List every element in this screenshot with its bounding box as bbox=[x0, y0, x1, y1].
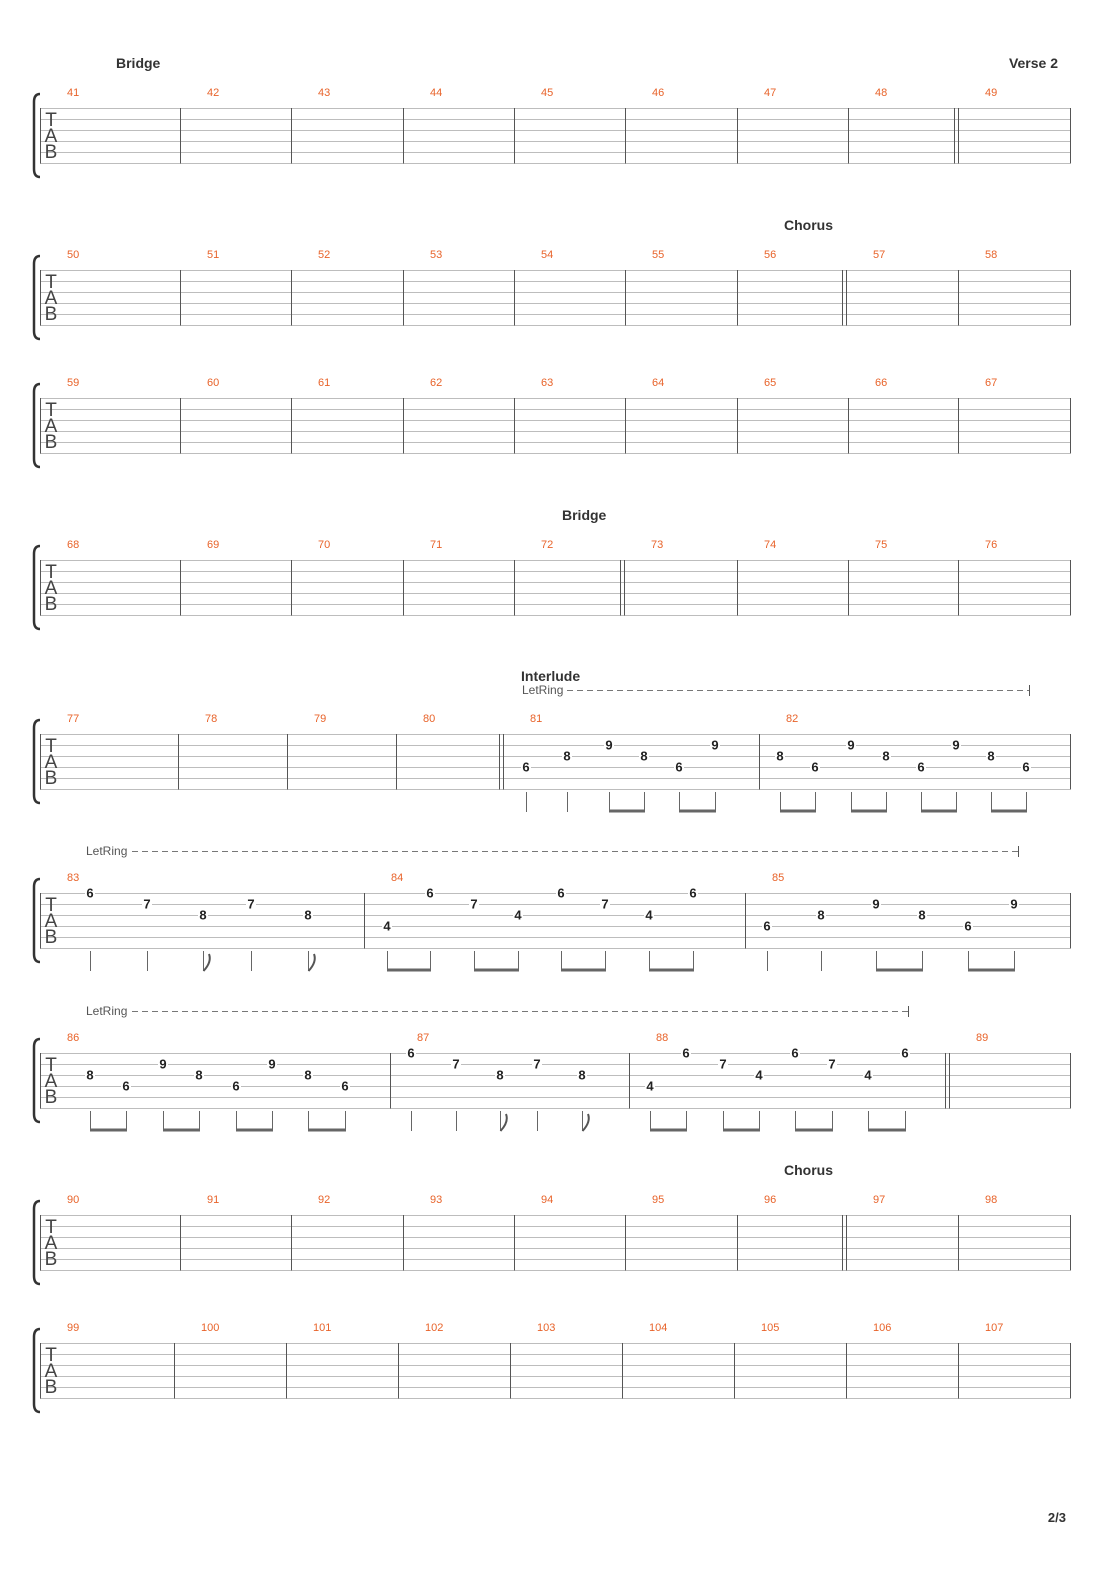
fret-number: 6 bbox=[689, 885, 697, 901]
measure-number: 54 bbox=[541, 249, 554, 261]
system-brace bbox=[34, 256, 40, 339]
measure-number: 61 bbox=[318, 377, 331, 389]
tab-clef-letter: A bbox=[44, 578, 58, 599]
measure-number: 99 bbox=[67, 1322, 80, 1334]
tab-system bbox=[34, 507, 1071, 629]
system-brace bbox=[34, 1329, 40, 1412]
measure-number: 97 bbox=[873, 1194, 886, 1206]
measure-number: 86 bbox=[67, 1032, 80, 1044]
tab-clef-letter: T bbox=[45, 1217, 57, 1238]
fret-number: 4 bbox=[383, 918, 391, 934]
fret-number: 9 bbox=[711, 737, 719, 753]
measure-number: 101 bbox=[313, 1322, 332, 1334]
fret-number: 4 bbox=[514, 907, 522, 923]
measure-number: 48 bbox=[875, 87, 888, 99]
fret-number: 8 bbox=[776, 748, 784, 764]
system-brace bbox=[34, 879, 40, 962]
tab-clef-letter: T bbox=[45, 400, 57, 421]
tab-clef-letter: B bbox=[44, 1377, 58, 1398]
fret-number: 6 bbox=[86, 885, 94, 901]
fret-number: 4 bbox=[864, 1067, 872, 1083]
measure-number: 73 bbox=[651, 539, 664, 551]
section-label: Verse 2 bbox=[1008, 55, 1058, 71]
fret-number: 4 bbox=[755, 1067, 763, 1083]
tab-clef-letter: B bbox=[44, 768, 58, 789]
measure-number: 56 bbox=[764, 249, 777, 261]
measure-number: 87 bbox=[417, 1032, 430, 1044]
measure-number: 43 bbox=[318, 87, 331, 99]
measure-number: 88 bbox=[656, 1032, 669, 1044]
measure-number: 77 bbox=[67, 713, 80, 725]
note-flag bbox=[204, 954, 210, 971]
measure-number: 64 bbox=[652, 377, 665, 389]
fret-number: 6 bbox=[232, 1078, 240, 1094]
measure-number: 85 bbox=[772, 872, 785, 884]
tab-system bbox=[34, 844, 1071, 971]
measure-number: 62 bbox=[430, 377, 443, 389]
fret-number: 8 bbox=[195, 1067, 203, 1083]
tab-clef-letter: B bbox=[44, 304, 58, 325]
fret-number: 6 bbox=[791, 1045, 799, 1061]
measure-number: 45 bbox=[541, 87, 554, 99]
fret-number: 8 bbox=[199, 907, 207, 923]
tab-clef-letter: A bbox=[44, 1361, 58, 1382]
measure-number: 47 bbox=[764, 87, 777, 99]
measure-number: 41 bbox=[67, 87, 80, 99]
fret-number: 8 bbox=[578, 1067, 586, 1083]
tab-clef-letter: A bbox=[44, 126, 58, 147]
measure-number: 93 bbox=[430, 1194, 443, 1206]
note-flag bbox=[309, 954, 315, 971]
measure-number: 105 bbox=[761, 1322, 780, 1334]
tab-clef-letter: A bbox=[44, 911, 58, 932]
measure-number: 60 bbox=[207, 377, 220, 389]
measure-number: 55 bbox=[652, 249, 665, 261]
fret-number: 9 bbox=[847, 737, 855, 753]
measure-number: 70 bbox=[318, 539, 331, 551]
fret-number: 6 bbox=[341, 1078, 349, 1094]
tab-system bbox=[34, 668, 1071, 812]
fret-number: 9 bbox=[159, 1056, 167, 1072]
fret-number: 9 bbox=[268, 1056, 276, 1072]
fret-number: 7 bbox=[533, 1056, 541, 1072]
fret-number: 6 bbox=[522, 759, 530, 775]
tab-system bbox=[34, 377, 1071, 467]
fret-number: 9 bbox=[952, 737, 960, 753]
fret-number: 4 bbox=[646, 1078, 654, 1094]
measure-number: 104 bbox=[649, 1322, 668, 1334]
measure-number: 57 bbox=[873, 249, 886, 261]
measure-number: 76 bbox=[985, 539, 998, 551]
tab-clef-letter: T bbox=[45, 895, 57, 916]
fret-number: 9 bbox=[872, 896, 880, 912]
measure-number: 46 bbox=[652, 87, 665, 99]
measure-number: 103 bbox=[537, 1322, 556, 1334]
fret-number: 6 bbox=[811, 759, 819, 775]
fret-number: 6 bbox=[763, 918, 771, 934]
measure-number: 82 bbox=[786, 713, 799, 725]
fret-number: 9 bbox=[1010, 896, 1018, 912]
let-ring-label: LetRing bbox=[86, 1004, 128, 1018]
measure-number: 80 bbox=[423, 713, 436, 725]
measure-number: 69 bbox=[207, 539, 220, 551]
tab-clef-letter: T bbox=[45, 562, 57, 583]
measure-number: 92 bbox=[318, 1194, 331, 1206]
fret-number: 6 bbox=[675, 759, 683, 775]
fret-number: 7 bbox=[828, 1056, 836, 1072]
tab-clef-letter: B bbox=[44, 1249, 58, 1270]
measure-number: 84 bbox=[391, 872, 404, 884]
fret-number: 6 bbox=[682, 1045, 690, 1061]
measure-number: 51 bbox=[207, 249, 220, 261]
fret-number: 8 bbox=[86, 1067, 94, 1083]
measure-number: 65 bbox=[764, 377, 777, 389]
measure-number: 63 bbox=[541, 377, 554, 389]
note-flag bbox=[583, 1114, 589, 1131]
fret-number: 8 bbox=[882, 748, 890, 764]
measure-number: 79 bbox=[314, 713, 327, 725]
measure-number: 95 bbox=[652, 1194, 665, 1206]
measure-number: 96 bbox=[764, 1194, 777, 1206]
measure-number: 52 bbox=[318, 249, 331, 261]
fret-number: 8 bbox=[987, 748, 995, 764]
measure-number: 106 bbox=[873, 1322, 892, 1334]
fret-number: 9 bbox=[605, 737, 613, 753]
page-number: 2/3 bbox=[1047, 1510, 1066, 1525]
tab-clef-letter: T bbox=[45, 1345, 57, 1366]
measure-number: 75 bbox=[875, 539, 888, 551]
tab-clef-letter: B bbox=[44, 594, 58, 615]
measure-number: 89 bbox=[976, 1032, 989, 1044]
fret-number: 7 bbox=[601, 896, 609, 912]
measure-number: 66 bbox=[875, 377, 888, 389]
section-label: Interlude bbox=[521, 668, 581, 684]
tab-clef-letter: T bbox=[45, 272, 57, 293]
system-brace bbox=[34, 94, 40, 177]
tab-clef-letter: A bbox=[44, 416, 58, 437]
system-brace bbox=[34, 720, 40, 803]
tab-system bbox=[34, 217, 1071, 339]
section-label: Chorus bbox=[784, 217, 833, 233]
tab-clef-letter: A bbox=[44, 288, 58, 309]
tab-system bbox=[34, 55, 1071, 177]
fret-number: 7 bbox=[143, 896, 151, 912]
tab-system bbox=[34, 1162, 1071, 1284]
fret-number: 8 bbox=[496, 1067, 504, 1083]
tab-system bbox=[34, 1322, 1071, 1412]
measure-number: 94 bbox=[541, 1194, 554, 1206]
let-ring-label: LetRing bbox=[86, 844, 128, 858]
measure-number: 98 bbox=[985, 1194, 998, 1206]
fret-number: 7 bbox=[719, 1056, 727, 1072]
system-brace bbox=[34, 384, 40, 467]
fret-number: 6 bbox=[917, 759, 925, 775]
fret-number: 8 bbox=[817, 907, 825, 923]
tab-clef-letter: T bbox=[45, 1055, 57, 1076]
fret-number: 8 bbox=[563, 748, 571, 764]
tab-clef-letter: A bbox=[44, 752, 58, 773]
fret-number: 6 bbox=[426, 885, 434, 901]
fret-number: 6 bbox=[557, 885, 565, 901]
measure-number: 83 bbox=[67, 872, 80, 884]
fret-number: 8 bbox=[918, 907, 926, 923]
measure-number: 49 bbox=[985, 87, 998, 99]
fret-number: 7 bbox=[452, 1056, 460, 1072]
tab-clef-letter: B bbox=[44, 142, 58, 163]
measure-number: 58 bbox=[985, 249, 998, 261]
note-flag bbox=[501, 1114, 507, 1131]
measure-number: 81 bbox=[530, 713, 543, 725]
fret-number: 6 bbox=[964, 918, 972, 934]
fret-number: 6 bbox=[407, 1045, 415, 1061]
tab-clef-letter: T bbox=[45, 110, 57, 131]
tab-system bbox=[34, 1004, 1071, 1131]
measure-number: 50 bbox=[67, 249, 80, 261]
tab-clef-letter: T bbox=[45, 736, 57, 757]
measure-number: 100 bbox=[201, 1322, 220, 1334]
fret-number: 8 bbox=[640, 748, 648, 764]
measure-number: 68 bbox=[67, 539, 80, 551]
measure-number: 72 bbox=[541, 539, 554, 551]
section-label: Bridge bbox=[562, 507, 607, 523]
measure-number: 102 bbox=[425, 1322, 444, 1334]
fret-number: 7 bbox=[247, 896, 255, 912]
fret-number: 7 bbox=[470, 896, 478, 912]
let-ring-label: LetRing bbox=[522, 683, 564, 697]
tab-clef-letter: A bbox=[44, 1233, 58, 1254]
tab-clef-letter: B bbox=[44, 927, 58, 948]
fret-number: 6 bbox=[901, 1045, 909, 1061]
measure-number: 42 bbox=[207, 87, 220, 99]
fret-number: 8 bbox=[304, 907, 312, 923]
fret-number: 4 bbox=[645, 907, 653, 923]
fret-number: 6 bbox=[122, 1078, 130, 1094]
tab-clef-letter: B bbox=[44, 432, 58, 453]
fret-number: 8 bbox=[304, 1067, 312, 1083]
system-brace bbox=[34, 1201, 40, 1284]
measure-number: 59 bbox=[67, 377, 80, 389]
measure-number: 91 bbox=[207, 1194, 220, 1206]
measure-number: 78 bbox=[205, 713, 218, 725]
measure-number: 90 bbox=[67, 1194, 80, 1206]
system-brace bbox=[34, 546, 40, 629]
system-brace bbox=[34, 1039, 40, 1122]
section-label: Bridge bbox=[116, 55, 161, 71]
fret-number: 6 bbox=[1022, 759, 1030, 775]
measure-number: 71 bbox=[430, 539, 443, 551]
measure-number: 67 bbox=[985, 377, 998, 389]
measure-number: 107 bbox=[985, 1322, 1004, 1334]
measure-number: 53 bbox=[430, 249, 443, 261]
measure-number: 74 bbox=[764, 539, 777, 551]
measure-number: 44 bbox=[430, 87, 443, 99]
tab-clef-letter: A bbox=[44, 1071, 58, 1092]
tab-clef-letter: B bbox=[44, 1087, 58, 1108]
section-label: Chorus bbox=[784, 1162, 833, 1178]
